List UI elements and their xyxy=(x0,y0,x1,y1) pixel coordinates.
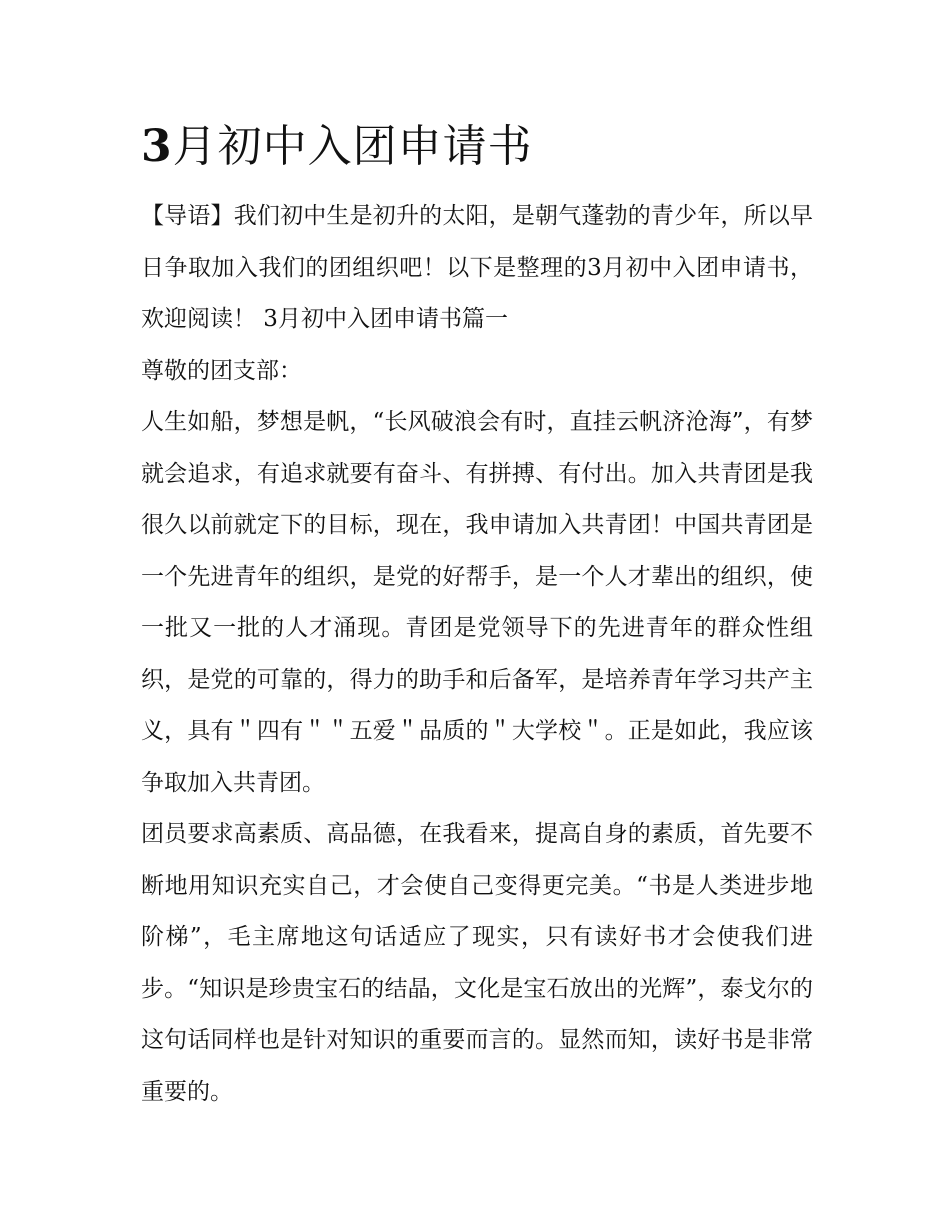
body-paragraph: 人生如船，梦想是帆，“长风破浪会有时，直挂云帆济沧海”，有梦就会追求，有追求就要有奋斗、有拼搏、有付出。加入共青团是我很久以前就定下的目标，现在，我申请加入共青团！中国共青团是一个先进青年的组织，是党的好帮手，是一个人才辈出的组织，使一批又一批的人才涌现。青团是党领导下的先进青年的群众性组织，是党的可靠的，得力的助手和后备军，是培养青年学习共产主义，具有＂四有＂＂五爱＂品质的＂大学校＂。正是如此，我应该争取加入共青团。 xyxy=(141,409,813,796)
title-text: 月初中入团申请书 xyxy=(172,121,533,172)
document-page xyxy=(141,112,813,1118)
body-paragraph: 团员要求高素质、高品德，在我看来，提高自身的素质，首先要不断地用知识充实自己，才会使自己变得更完美。“书是人类进步地阶梯”，毛主席地这句话适应了现实，只有读好书才会使我们进步。“知识是珍贵宝石的结晶，文化是宝石放出的光辉”，泰戈尔的这句话同样也是针对知识的重要而言的。显然而知，读好书是非常重要的。 xyxy=(141,821,813,1105)
intro-paragraph: 【导语】我们初中生是初升的太阳，是朝气蓬勃的青少年，所以早日争取加入我们的团组织吧！以下是整理的3月初中入团申请书，欢迎阅读！ 3月初中入团申请书篇一 xyxy=(141,203,813,332)
salutation: 尊敬的团支部： xyxy=(141,357,302,384)
document-title xyxy=(141,112,813,182)
title-number: 3 xyxy=(141,121,173,172)
